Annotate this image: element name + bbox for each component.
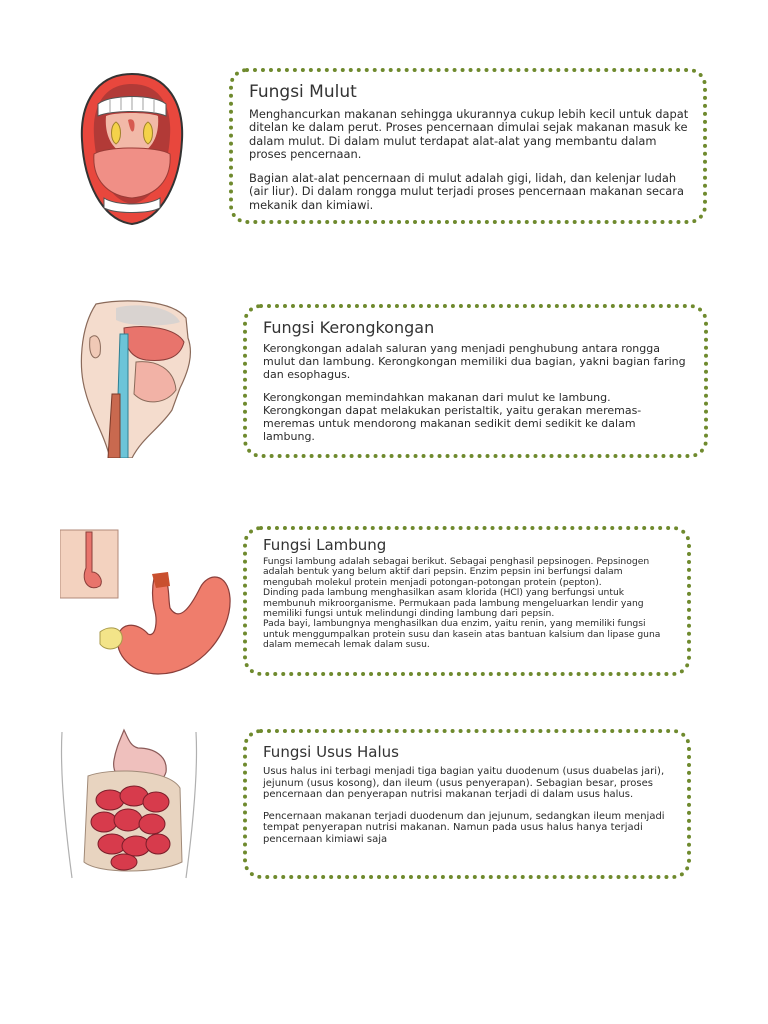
esophagus-function-card [243,304,708,458]
small-intestine-illustration [58,728,200,880]
section-paragraph: Menghancurkan makanan sehingga ukurannya cukup lebih kecil untuk dapat ditelan ke dalam perut. Proses pencernaan dimulai sejak makanan masuk ke dalam mulut. Di dalam mulut terdapat alat-alat yang membantu dalam proses pencernaan. [249,107,689,162]
section-paragraph: Fungsi lambung adalah sebagai berikut. Sebagai penghasil pepsinogen. Pepsinogen adalah bentuk yang belum aktif dari pepsin. Enzim pepsin ini berfungsi dalam mengubah molekul protein menjadi potongan-potongan protein (pepton). [263,556,650,588]
esophagus-illustration [76,298,194,458]
section-paragraph: Pada bayi, lambungnya menghasilkan dua enzim, yaitu renin, yang memiliki fungsi untuk menggumpalkan protein susu dan kasein atas bantuan kalsium dan lipase guna dalam memecah lemak dalam susu. [263,618,661,651]
section-title: Fungsi Usus Halus [263,743,399,761]
section-paragraph: Kerongkongan memindahkan makanan dari mulut ke lambung. Kerongkongan dapat melakukan peristaltik, yaitu gerakan meremas-meremas untuk mendorong makanan sedikit demi sedikit ke dalam lambung. [263,390,642,443]
small-intestine-function-card [243,729,691,879]
section-paragraph: Bagian alat-alat pencernaan di mulut adalah gigi, lidah, dan kelenjar ludah (air liur). Di dalam rongga mulut terjadi proses pencernaan makanan secara mekanik dan kimiawi. [249,170,684,212]
section-paragraph: Dinding pada lambung menghasilkan asam klorida (HCl) yang berfungsi untuk membunuh mikroorganisme. Permukaan pada lambung mengeluarkan lendir yang memiliki fungsi untuk melindungi dinding lambung dari pepsin. [263,587,644,619]
section-title: Fungsi Mulut [249,82,357,102]
section-paragraph: Pencernaan makanan terjadi duodenum dan jejunum, sedangkan ileum menjadi tempat penyerapan nutrisi makanan. Namun pada usus halus hanya terjadi pencernaan kimiawi saja [263,810,665,845]
stomach-illustration [60,528,232,680]
section-title: Fungsi Kerongkongan [263,318,435,337]
section-paragraph: Usus halus ini terbagi menjadi tiga bagian yaitu duodenum (usus duabelas jari), jejunum (usus kosong), dan ileum (usus penyerapan). Sebagian besar, proses pencernaan dan penyerapan nutrisi makanan terjadi di dalam usus halus. [263,766,665,800]
section-title: Fungsi Lambung [263,536,387,554]
section-paragraph: Kerongkongan adalah saluran yang menjadi penghubung antara rongga mulut dan lambung. Kerongkongan memiliki dua bagian, yakni bagian faring dan esophagus. [263,342,686,381]
stomach-function-card [243,526,691,676]
mouth-function-card [229,68,707,224]
mouth-illustration [76,70,188,230]
